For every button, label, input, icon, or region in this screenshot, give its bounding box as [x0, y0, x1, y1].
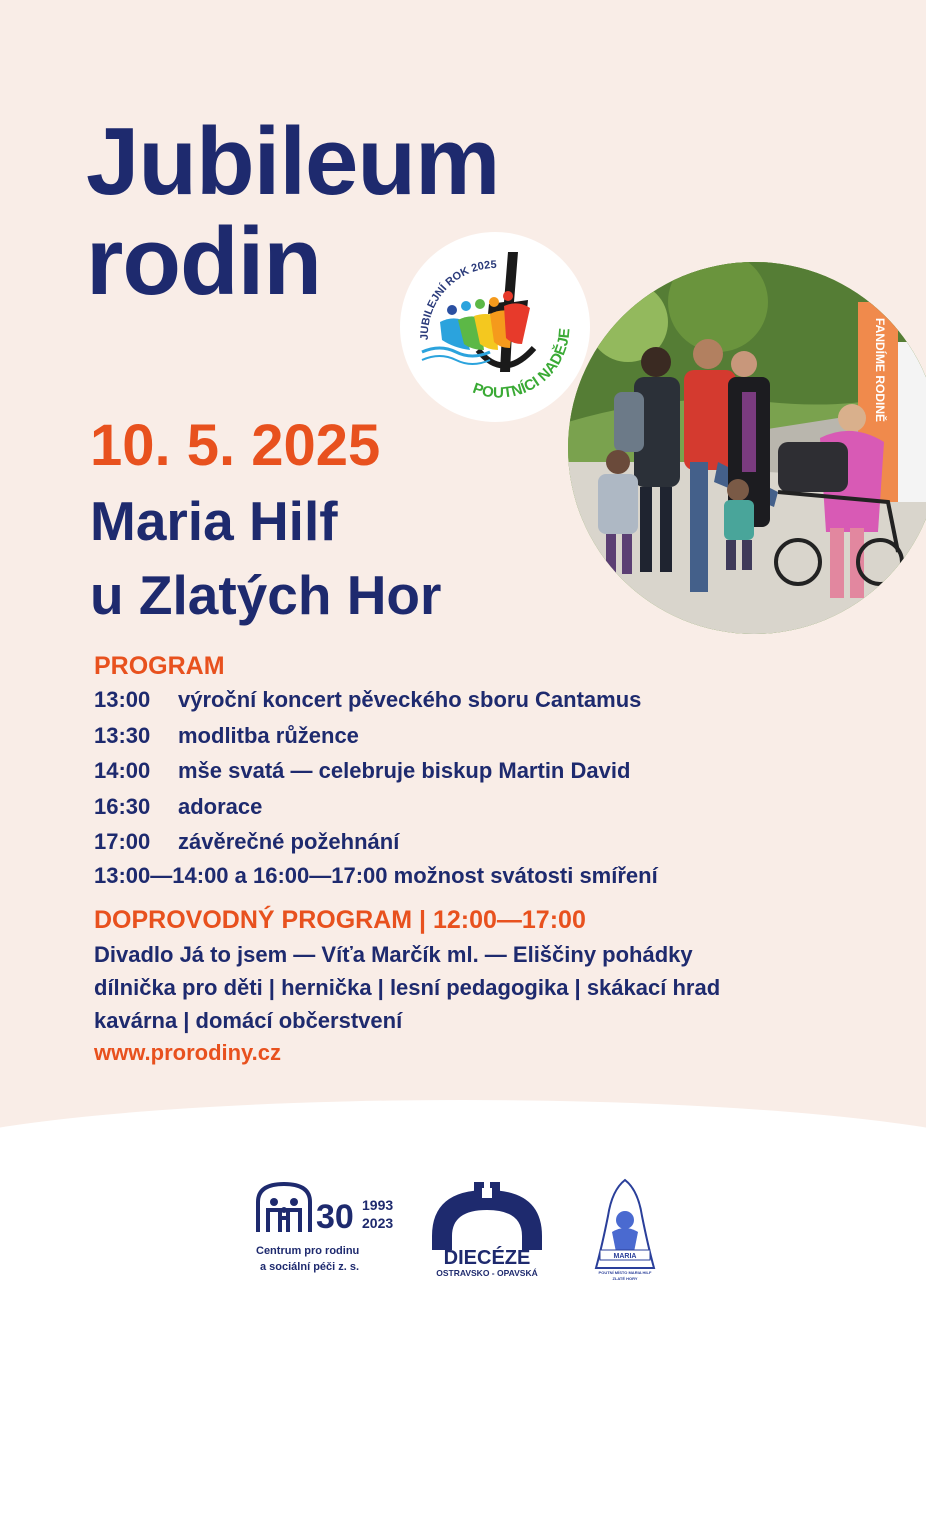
logo-arc-text: JUBILEJNÍ ROK 2025 — [418, 258, 497, 341]
place-line-2: u Zlatých Hor — [90, 564, 442, 626]
maria-logo-line-1: POUTNÍ MÍSTO MARIA HILF — [598, 1270, 652, 1275]
cprs-year-start: 1993 — [362, 1197, 394, 1213]
maria-hilf-logo-graphic — [590, 1176, 660, 1286]
extra-program-heading: DOPROVODNÝ PROGRAM | 12:00—17:00 — [94, 906, 586, 934]
program-text: adorace — [178, 793, 263, 819]
program-time: 13:00 — [94, 687, 151, 712]
program-section — [94, 650, 658, 892]
extra-program-line: Divadlo Já to jsem — Víťa Marčík ml. — Eliščiny pohádky — [94, 942, 693, 967]
program-item — [94, 718, 658, 754]
program-text: mše svatá — celebruje biskup Martin David — [178, 758, 631, 783]
logo-bottom-text: POUTNÍCI NADĚJE — [470, 327, 574, 402]
jubilee-logo-graphic — [400, 232, 590, 422]
event-place — [90, 484, 441, 632]
program-item — [94, 753, 658, 789]
cprs-anniversary-number: 30 — [316, 1198, 354, 1236]
extra-program-line: kavárna | domácí občerstvení — [94, 1008, 403, 1033]
confession-info: 13:00—14:00 a 16:00—17:00 možnost svátosti smíření — [94, 862, 658, 888]
program-time: 17:00 — [94, 829, 151, 854]
arch-icon — [432, 1190, 542, 1250]
photo-banner-text: FANDÍME RODINĚ — [873, 318, 887, 423]
title-line-2: rodin — [86, 208, 321, 315]
family-photo — [568, 262, 926, 634]
program-text: závěrečné požehnání — [178, 829, 400, 854]
diecese-logo — [424, 1180, 550, 1280]
cprs-logo-graphic — [256, 1180, 406, 1280]
program-text: výroční koncert pěveckého sboru Cantamus — [178, 687, 642, 712]
diecese-name: DIECÉZE — [443, 1247, 531, 1269]
footer-background — [0, 1100, 926, 1520]
jubilee-2025-logo — [400, 232, 590, 422]
maria-hilf-logo — [590, 1176, 660, 1286]
title-line-1: Jubileum — [86, 108, 500, 215]
cprs-name-line-2: a sociální péči z. s. — [260, 1261, 360, 1273]
cprs-logo — [256, 1180, 406, 1280]
extra-program-section — [94, 902, 720, 1037]
program-time: 16:30 — [94, 793, 151, 819]
maria-logo-line-2: ZLATÉ HORY — [612, 1276, 638, 1281]
cprs-year-end: 2023 — [362, 1215, 394, 1231]
program-item — [94, 789, 658, 825]
program-time: 14:00 — [94, 758, 151, 783]
website-link[interactable]: www.prorodiny.cz — [94, 1040, 282, 1065]
maria-logo-name: MARIA — [613, 1253, 637, 1260]
diecese-logo-graphic — [424, 1180, 550, 1280]
program-item — [94, 682, 658, 718]
program-time: 13:30 — [94, 722, 151, 748]
program-text: modlitba růžence — [178, 722, 359, 748]
pilgrims-icon — [440, 291, 530, 350]
event-date: 10. 5. 2025 — [90, 413, 381, 478]
place-line-1: Maria Hilf — [90, 490, 338, 552]
program-item — [94, 824, 658, 860]
diecese-subtitle: OSTRAVSKO - OPAVSKÁ — [436, 1268, 538, 1278]
program-heading: PROGRAM — [94, 652, 225, 680]
extra-program-line: dílnička pro děti | hernička | lesní pedagogika | skákací hrad — [94, 975, 721, 1000]
cprs-name-line-1: Centrum pro rodinu — [256, 1245, 360, 1257]
family-photo-illustration — [568, 262, 926, 634]
wave-icon — [422, 356, 490, 364]
